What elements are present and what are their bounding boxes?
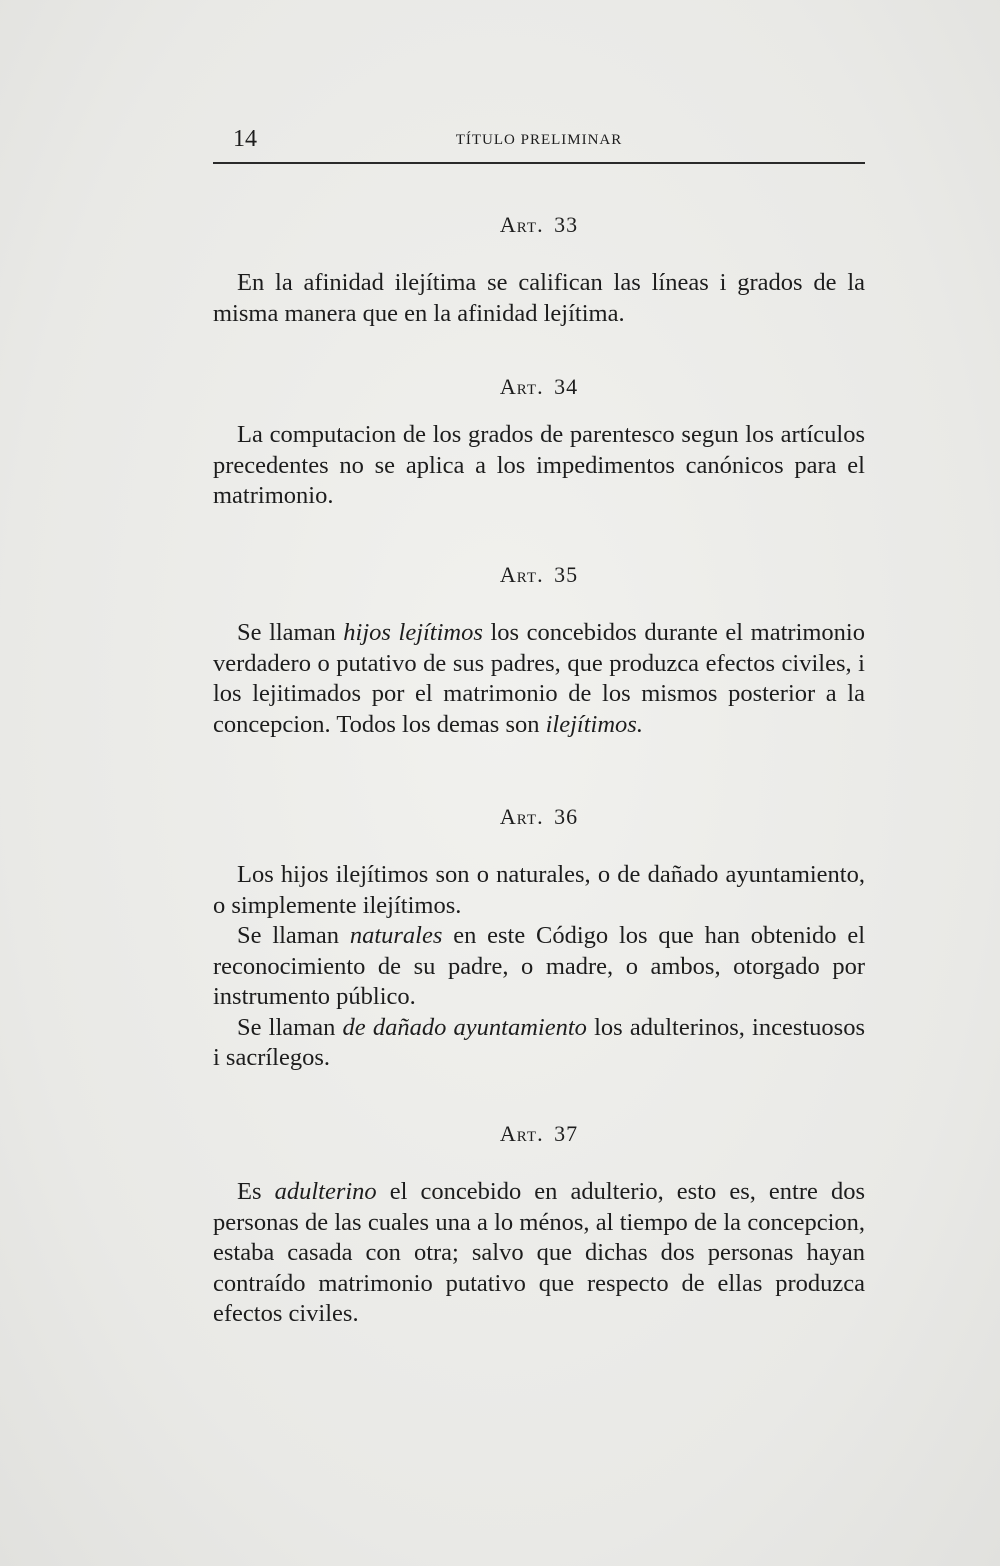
page-header	[213, 122, 865, 164]
paragraph-text: el concebido en adulterio, esto es, entre dos personas de las cuales una a lo ménos, al tiempo de la concepcion, estaba casada con otra; salvo que dichas dos personas hayan contraído matrimonio putativo que respecto de ellas produzca efectos civiles.	[213, 1178, 866, 1327]
article-number: 34	[554, 374, 579, 399]
article-paragraph	[213, 420, 865, 512]
article-heading	[213, 800, 865, 834]
article-paragraph	[213, 1013, 865, 1074]
article-paragraph	[213, 860, 865, 921]
article-paragraph	[213, 618, 865, 740]
paragraph-text: La computacion de los grados de parentesco segun los artículos precedentes no se aplica a los impedimentos canónicos para el matrimonio.	[213, 421, 865, 509]
article-prefix: Art.	[499, 804, 544, 829]
article-heading	[213, 208, 865, 242]
paragraph-text: Los hijos ilejítimos son o naturales, o de dañado ayuntamiento, o simplemente ilejítimos.	[213, 861, 865, 919]
article-36	[213, 800, 865, 1074]
article-heading	[213, 370, 865, 404]
italic-term: hijos lejítimos	[343, 619, 483, 646]
article-paragraph	[213, 921, 865, 1013]
italic-term: naturales	[349, 922, 443, 949]
paragraph-text: Se llaman	[237, 619, 344, 646]
article-number: 35	[554, 562, 579, 587]
article-prefix: Art.	[499, 212, 544, 237]
article-prefix: Art.	[499, 1121, 544, 1146]
article-prefix: Art.	[499, 562, 544, 587]
paragraph-text: los adulterinos, incestuosos i sacrílegos.	[213, 1013, 865, 1071]
article-number: 36	[554, 804, 579, 829]
article-heading	[213, 558, 865, 592]
running-title: TÍTULO PRELIMINAR	[455, 132, 623, 148]
paragraph-text: Se llaman	[237, 922, 350, 949]
paragraph-text: Se llaman	[237, 1013, 343, 1041]
article-paragraph	[213, 1177, 865, 1330]
italic-term: adulterino	[274, 1178, 377, 1205]
article-heading	[213, 1117, 865, 1151]
article-number: 33	[554, 212, 579, 237]
article-34	[213, 370, 865, 512]
article-prefix: Art.	[499, 374, 544, 399]
paragraph-text: Es	[237, 1178, 275, 1205]
article-number: 37	[554, 1121, 579, 1146]
paragraph-text: los concebidos durante el matrimonio verdadero o putativo de sus padres, que produzca efectos civiles, i los lejitimados por el matrimonio de los mismos posterior a la concepcion. Todos los demas son	[213, 619, 865, 738]
article-paragraph	[213, 268, 865, 329]
paragraph-text: En la afinidad ilejítima se califican las líneas i grados de la misma manera que en la afinidad lejítima.	[213, 269, 865, 327]
paragraph-text: en este Código los que han obtenido el reconocimiento de su padre, o madre, o ambos, otorgado por instrumento público.	[213, 922, 866, 1010]
article-37	[213, 1117, 865, 1330]
article-33	[213, 208, 865, 329]
page-number: 14	[233, 126, 257, 152]
article-35	[213, 558, 865, 740]
italic-term: ilejítimos.	[545, 710, 643, 738]
italic-term: de dañado ayuntamiento	[342, 1013, 587, 1041]
